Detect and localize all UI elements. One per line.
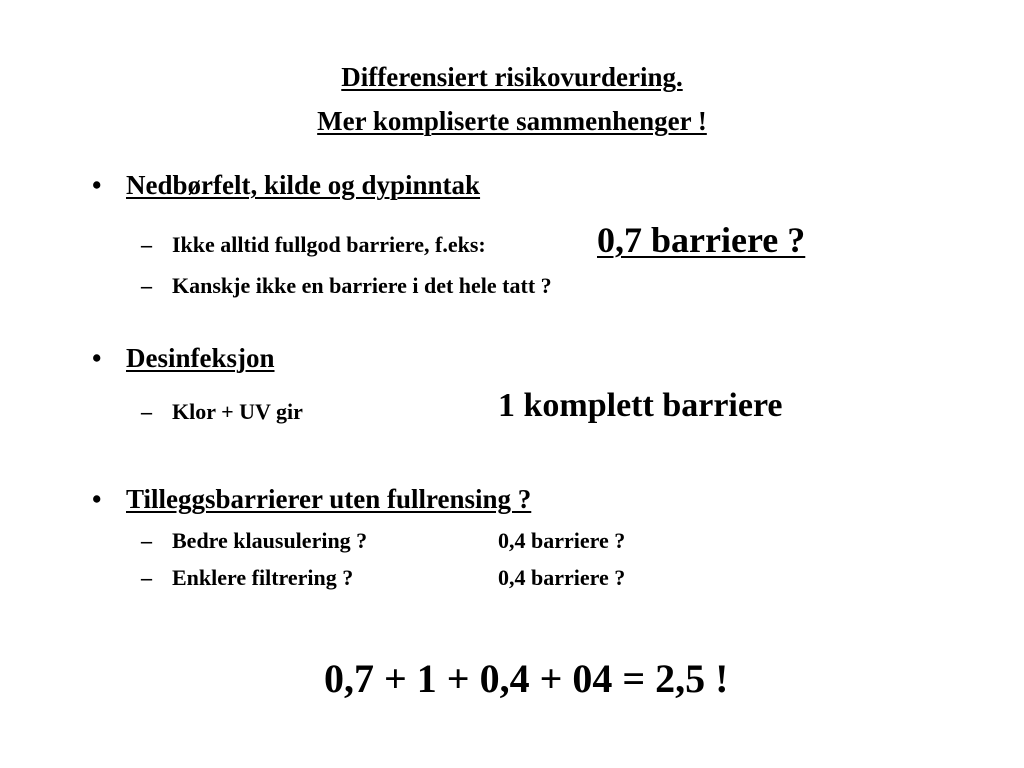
sub-item-text: Bedre klausulering ? bbox=[172, 528, 368, 553]
sub-item-text: Klor + UV gir bbox=[172, 399, 303, 424]
barrier-value-large: 0,7 barriere ? bbox=[597, 220, 806, 260]
sub-item-text: Ikke alltid fullgod barriere, f.eks: bbox=[172, 232, 486, 257]
slide-title-line-1: Differensiert risikovurdering. bbox=[341, 62, 683, 92]
sub-item-text: Kanskje ikke en barriere i det hele tatt ? bbox=[172, 273, 552, 298]
summary-equation: 0,7 + 1 + 0,4 + 04 = 2,5 ! bbox=[324, 656, 729, 701]
dash-marker: – bbox=[141, 399, 152, 424]
dash-marker: – bbox=[141, 273, 152, 298]
section-heading-disinfection: Desinfeksjon bbox=[126, 343, 275, 373]
dash-marker: – bbox=[141, 565, 152, 590]
dash-marker: – bbox=[141, 528, 152, 553]
section-heading-additional-barriers: Tilleggsbarrierer uten fullrensing ? bbox=[126, 484, 532, 514]
dash-marker: – bbox=[141, 232, 152, 257]
sub-item-text: Enklere filtrering ? bbox=[172, 565, 354, 590]
bullet-marker: • bbox=[92, 170, 102, 200]
slide-title-line-2: Mer kompliserte sammenhenger ! bbox=[317, 106, 707, 136]
bullet-marker: • bbox=[92, 343, 102, 373]
barrier-value: 0,4 barriere ? bbox=[498, 565, 626, 590]
barrier-value-large: 1 komplett barriere bbox=[498, 387, 783, 424]
section-heading-catchment: Nedbørfelt, kilde og dypinntak bbox=[126, 170, 481, 200]
bullet-marker: • bbox=[92, 484, 102, 514]
barrier-value: 0,4 barriere ? bbox=[498, 528, 626, 553]
